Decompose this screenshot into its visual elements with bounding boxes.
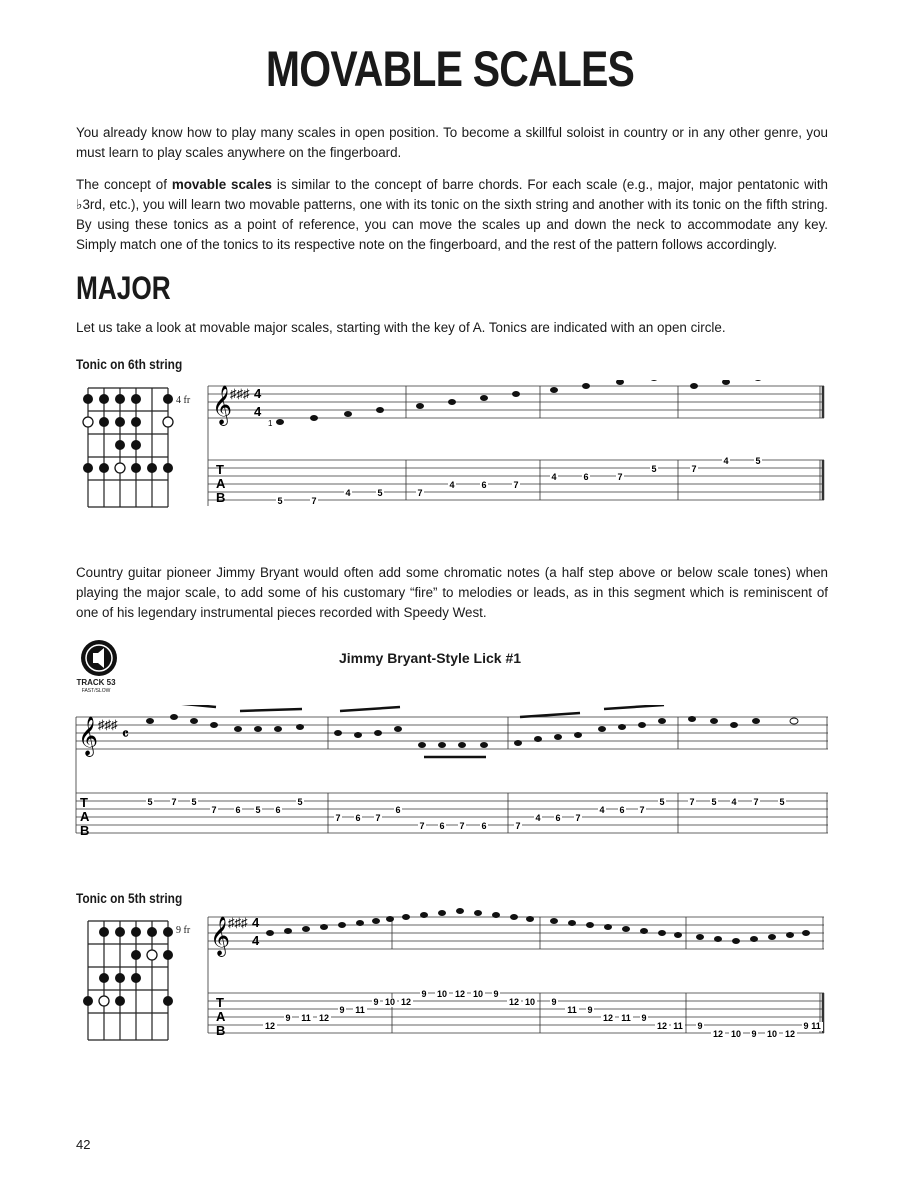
tab-fret-number: 10 xyxy=(524,997,536,1007)
tab-letter-a: A xyxy=(80,809,90,824)
tab-fret-number: 11 xyxy=(673,1021,683,1031)
tab-fret-number: 6 xyxy=(439,821,445,831)
bryant-paragraph: Country guitar pioneer Jimmy Bryant would often add some chromatic notes (a half step above or below scale tones) when playing the major scale, to add some of his customary “fire” to melodies or leads, as in this segment which is reminiscent of one of his legendary instrumental pieces recorded with Speedy West. xyxy=(76,565,828,620)
tab-fret-number: 5 xyxy=(711,797,717,807)
tab-letter-t: T xyxy=(216,462,224,477)
tab-fret-number: 11 xyxy=(567,1005,577,1015)
tab-letter-b: B xyxy=(216,1023,226,1038)
tab-fret-number: 5 xyxy=(277,496,283,506)
tab-letter-b: B xyxy=(80,823,90,838)
fret-label-9: 9 fr xyxy=(176,925,191,936)
tab-fret-number: 9 xyxy=(751,1029,757,1039)
tab-fret-number: 10 xyxy=(384,997,396,1007)
finger-number: 1 xyxy=(268,419,273,428)
tab-fret-number: 7 xyxy=(417,488,423,498)
tab-fret-number: 10 xyxy=(766,1029,778,1039)
tab-fret-number: 7 xyxy=(311,496,317,506)
tab-fret-number: 11 xyxy=(811,1021,821,1031)
tab-fret-number: 4 xyxy=(535,813,541,823)
tab-fret-number: 9 xyxy=(697,1021,703,1031)
tab-fret-number: 7 xyxy=(575,813,581,823)
tab-letter-t: T xyxy=(80,795,88,810)
tab-fret-number: 7 xyxy=(419,821,425,831)
key-signature-sharps: ♯♯♯ xyxy=(98,717,118,732)
tab-fret-number: 5 xyxy=(297,797,303,807)
tab-fret-number: 7 xyxy=(459,821,465,831)
lick-notation xyxy=(72,705,832,845)
intro-paragraph-1: You already know how to play many scales in open position. To become a skillful soloist in country or in any other genre, you must learn to play scales anywhere on the fingerboard. xyxy=(76,125,828,160)
tab-fret-number: 7 xyxy=(171,797,177,807)
section-heading-major: MAJOR xyxy=(76,270,171,306)
tab-fret-number: 10 xyxy=(730,1029,742,1039)
tab-fret-number: 6 xyxy=(481,821,487,831)
tab-fret-number: 10 xyxy=(472,989,484,999)
major-intro-paragraph: Let us take a look at movable major scales, starting with the key of A. Tonics are indicated with an open circle. xyxy=(76,320,726,335)
tab-fret-number: 11 xyxy=(621,1013,631,1023)
tab-fret-number: 9 xyxy=(587,1005,593,1015)
page-title: MOVABLE SCALES xyxy=(265,41,635,97)
tab-fret-number: 7 xyxy=(211,805,217,815)
audio-track-icon[interactable] xyxy=(79,638,119,678)
tab-fret-number: 9 xyxy=(493,989,499,999)
tab-fret-number: 12 xyxy=(602,1013,614,1023)
page-number: 42 xyxy=(76,1137,91,1152)
key-signature-sharps: ♯♯♯ xyxy=(228,915,248,930)
tab-fret-number: 6 xyxy=(555,813,561,823)
tab-fret-number: 5 xyxy=(651,464,657,474)
example1-notation xyxy=(200,380,830,520)
tab-letter-a: A xyxy=(216,1009,226,1024)
tab-fret-number: 4 xyxy=(449,480,455,490)
tab-fret-number: 12 xyxy=(712,1029,724,1039)
tab-fret-number: 9 xyxy=(803,1021,809,1031)
staff-notes-2 xyxy=(266,908,810,944)
tab-fret-number: 12 xyxy=(264,1021,276,1031)
tab-fret-number: 12 xyxy=(400,997,412,1007)
tab-fret-number: 6 xyxy=(583,472,589,482)
lick-staff-notes xyxy=(146,714,798,748)
tab-fret-number: 7 xyxy=(513,480,519,490)
common-time-icon: 𝄴 xyxy=(122,726,129,743)
tab-fret-number: 9 xyxy=(339,1005,345,1015)
tab-fret-number: 5 xyxy=(779,797,785,807)
fret-label-4: 4 fr xyxy=(176,395,191,406)
tab-fret-number: 9 xyxy=(421,989,427,999)
tab-fret-number: 7 xyxy=(753,797,759,807)
treble-clef-icon: 𝄞 xyxy=(210,917,231,955)
tab-fret-number: 7 xyxy=(691,464,697,474)
svg-text:4: 4 xyxy=(252,933,260,948)
tonic-open-circles xyxy=(83,417,173,473)
tab-fret-number: 12 xyxy=(454,989,466,999)
example2-caption: Tonic on 5th string xyxy=(76,890,183,906)
tab-fret-number: 7 xyxy=(515,821,521,831)
tab-fret-number: 5 xyxy=(377,488,383,498)
tab-fret-number: 12 xyxy=(318,1013,330,1023)
tab-letter-t: T xyxy=(216,995,224,1010)
tab-fret-number: 5 xyxy=(191,797,197,807)
tab-fret-number: 4 xyxy=(551,472,557,482)
example2-notation xyxy=(200,905,830,1040)
tab-fret-number: 7 xyxy=(375,813,381,823)
lick-title: Jimmy Bryant-Style Lick #1 xyxy=(338,650,522,666)
intro-paragraph-2: The concept of movable scales is similar to the concept of barre chords. For each scale (e.g., major, major pentatonic with ♭3rd, etc.), you will learn two movable patterns, one with its tonic on the sixth string and another with its tonic on the fifth string. By using these tonics as a point of reference, you can move the scales up and down the neck to accommodate any key. Simply match one of the tonics to its respective note on the fingerboard, and the rest of the pattern follows accordingly. xyxy=(76,177,828,252)
time-signature: 4 xyxy=(254,386,262,401)
tab-fret-number: 10 xyxy=(436,989,448,999)
tab-fret-number: 12 xyxy=(656,1021,668,1031)
tab-fret-number: 9 xyxy=(373,997,379,1007)
svg-text:4: 4 xyxy=(254,404,262,419)
tab-letter-a: A xyxy=(216,476,226,491)
movable-scales-term: movable scales xyxy=(171,177,272,192)
example1-caption: Tonic on 6th string xyxy=(76,356,183,372)
tab-fret-number: 12 xyxy=(508,997,520,1007)
tab-fret-number: 5 xyxy=(755,456,761,466)
tab-fret-number: 9 xyxy=(551,997,557,1007)
tab-fret-number: 4 xyxy=(723,456,729,466)
tab-fret-number: 7 xyxy=(639,805,645,815)
key-signature-sharps: ♯♯♯ xyxy=(230,386,250,401)
tab-letter-b: B xyxy=(216,490,226,505)
treble-clef-icon: 𝄞 xyxy=(78,717,99,755)
tab-fret-number: 6 xyxy=(481,480,487,490)
tab-fret-number: 5 xyxy=(255,805,261,815)
tab-fret-number: 11 xyxy=(355,1005,365,1015)
tab-fret-number: 7 xyxy=(617,472,623,482)
tab-fret-number: 6 xyxy=(275,805,281,815)
tab-fret-number: 9 xyxy=(285,1013,291,1023)
tab-fret-number: 11 xyxy=(301,1013,311,1023)
tab-fret-number: 6 xyxy=(619,805,625,815)
tab-fret-number: 6 xyxy=(395,805,401,815)
tab-fret-number: 6 xyxy=(355,813,361,823)
tab-fret-number: 4 xyxy=(599,805,605,815)
tab-fret-number: 9 xyxy=(641,1013,647,1023)
tab-fret-number: 12 xyxy=(784,1029,796,1039)
time-signature: 4 xyxy=(252,915,260,930)
track-label: TRACK 53 FAST/SLOW xyxy=(76,678,116,694)
treble-clef-icon: 𝄞 xyxy=(212,386,233,424)
tab-fret-number: 4 xyxy=(731,797,737,807)
tab-fret-number: 4 xyxy=(345,488,351,498)
tab-fret-number: 5 xyxy=(147,797,153,807)
tab-fret-number: 7 xyxy=(335,813,341,823)
tab-fret-number: 5 xyxy=(659,797,665,807)
tab-fret-number: 6 xyxy=(235,805,241,815)
tab-fret-number: 7 xyxy=(689,797,695,807)
